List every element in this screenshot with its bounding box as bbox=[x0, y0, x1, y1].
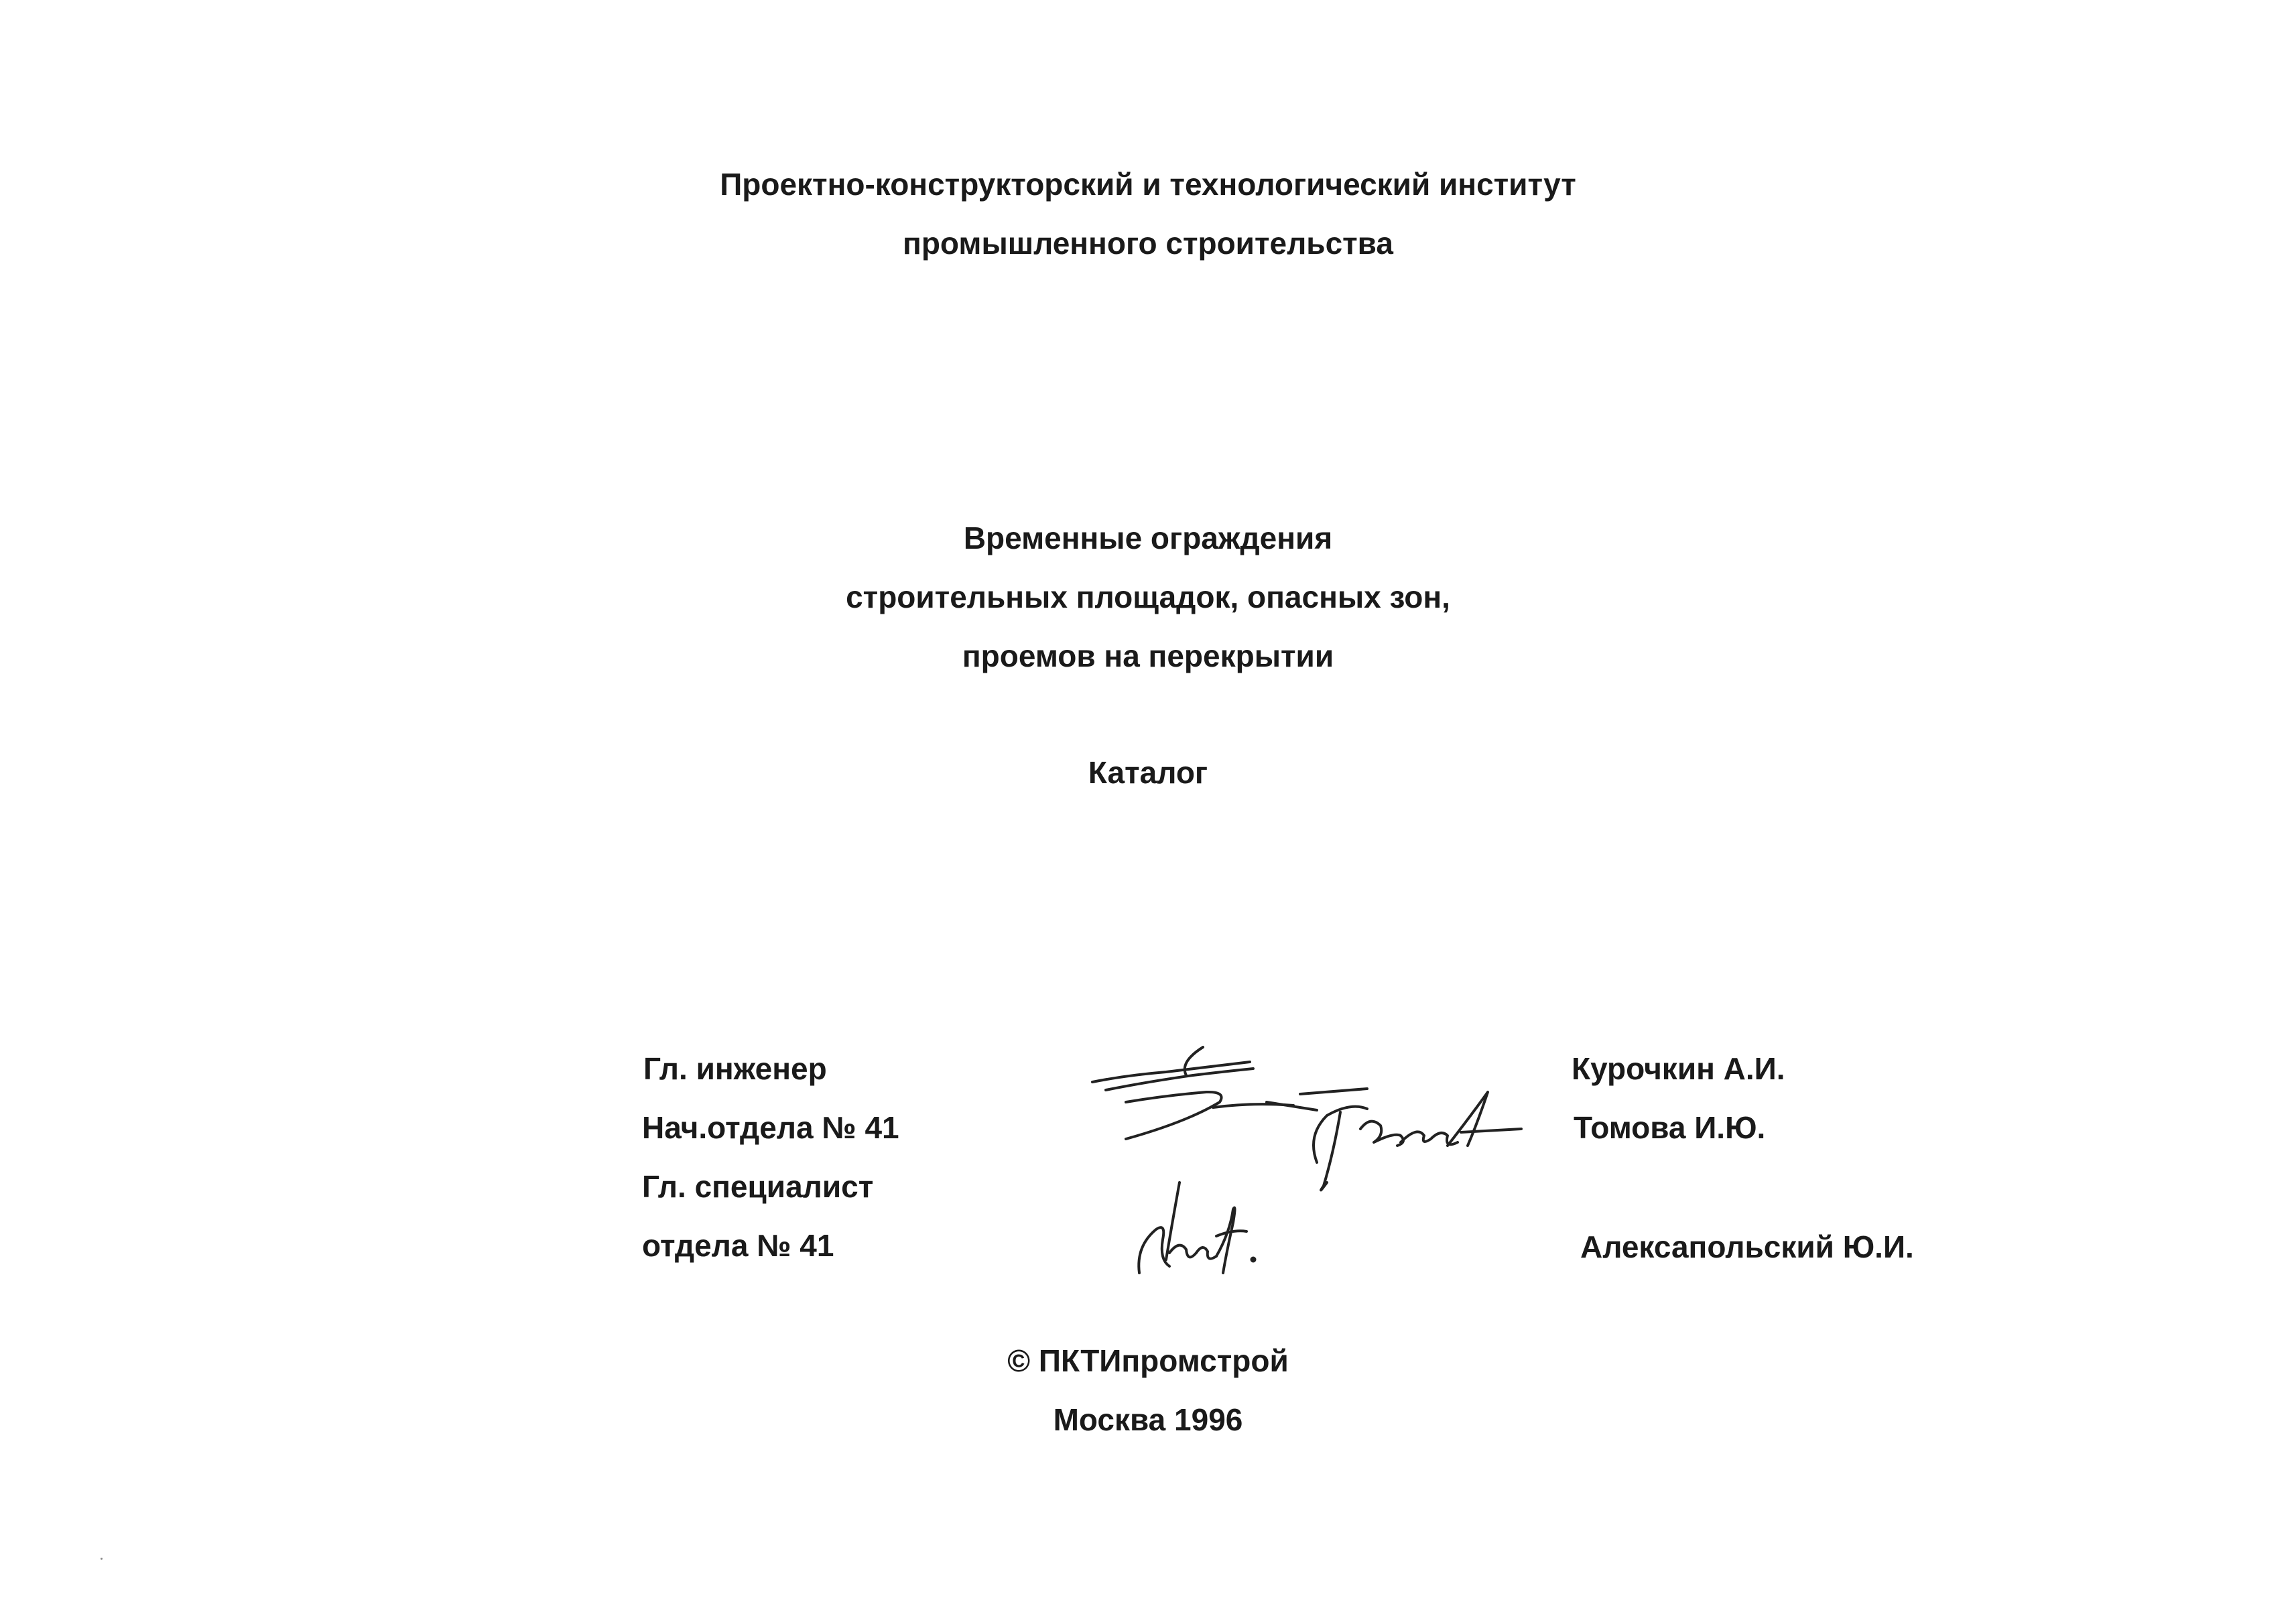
place-year-line: Москва 1996 bbox=[1053, 1402, 1243, 1437]
signature-kurochkin-tomova bbox=[1086, 1035, 1528, 1196]
name-aleksapolsky: Алексапольский Ю.И. bbox=[1580, 1229, 1914, 1264]
scan-speck bbox=[101, 1558, 103, 1560]
institute-name-line2: промышленного строительства bbox=[903, 226, 1393, 261]
role-chief-specialist-line1: Гл. специалист bbox=[642, 1169, 874, 1204]
name-tomova: Томова И.Ю. bbox=[1574, 1110, 1766, 1145]
role-department-head: Нач.отдела № 41 bbox=[642, 1110, 899, 1145]
role-chief-specialist-line2: отдела № 41 bbox=[642, 1228, 834, 1263]
document-title-line3: проемов на перекрытии bbox=[962, 638, 1334, 673]
institute-name-line1: Проектно-конструкторский и технологический институт bbox=[720, 167, 1576, 202]
copyright-line: © ПКТИпромстрой bbox=[1007, 1343, 1289, 1378]
document-title-line1: Временные ограждения bbox=[963, 521, 1333, 555]
document-subtitle: Каталог bbox=[1088, 755, 1208, 790]
document-title-line2: строительных площадок, опасных зон, bbox=[846, 580, 1450, 614]
signature-aleksapolsky bbox=[1133, 1172, 1267, 1286]
name-kurochkin: Курочкин А.И. bbox=[1572, 1051, 1785, 1086]
role-chief-engineer: Гл. инженер bbox=[643, 1051, 827, 1086]
